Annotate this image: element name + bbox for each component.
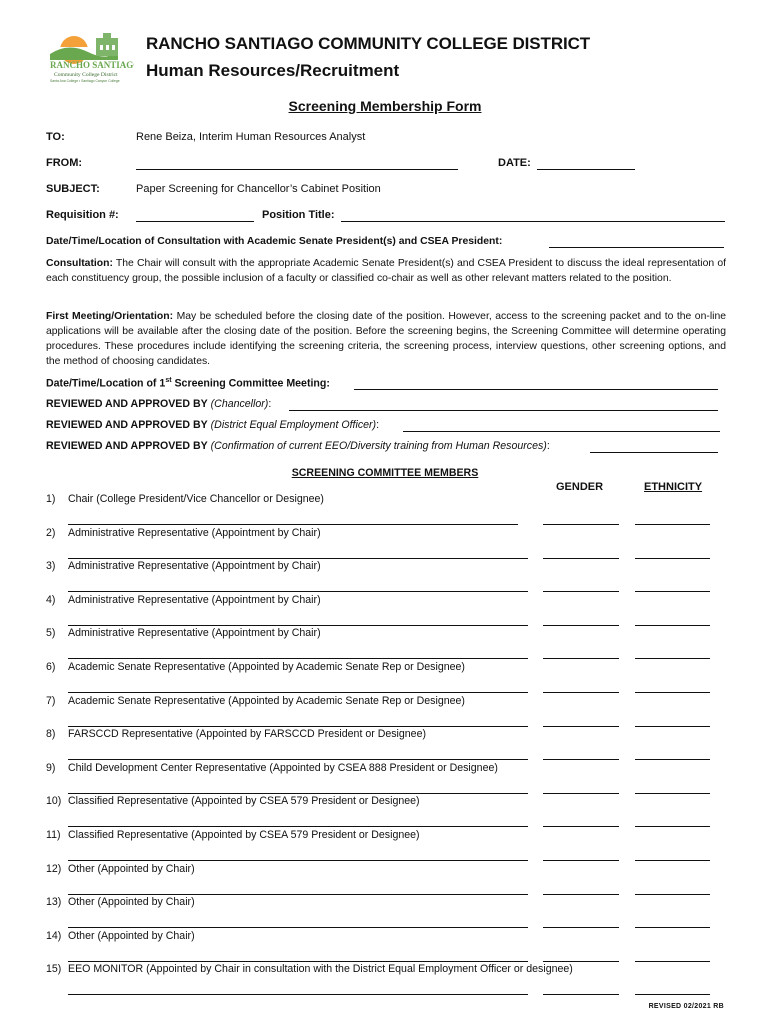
member-gender-field[interactable] bbox=[543, 826, 619, 827]
member-gender-field[interactable] bbox=[543, 793, 619, 794]
member-ethnicity-field[interactable] bbox=[635, 558, 710, 559]
member-number: 13) bbox=[46, 896, 62, 909]
to-value: Rene Beiza, Interim Human Resources Analyst bbox=[136, 131, 366, 143]
member-ethnicity-field[interactable] bbox=[635, 591, 710, 592]
consultation-paragraph bbox=[46, 256, 726, 286]
member-name-field[interactable] bbox=[68, 558, 528, 559]
committee-member-label bbox=[46, 560, 321, 572]
member-gender-field[interactable] bbox=[543, 927, 619, 928]
member-gender-field[interactable] bbox=[543, 625, 619, 626]
position-title-field[interactable] bbox=[341, 221, 725, 222]
member-role: Child Development Center Representative (Appointed by CSEA 888 President or Designee) bbox=[68, 761, 498, 774]
first-meeting-location-field[interactable] bbox=[354, 389, 718, 390]
member-number: 2) bbox=[46, 526, 56, 539]
committee-member-label bbox=[46, 829, 420, 841]
member-gender-field[interactable] bbox=[543, 558, 619, 559]
member-number: 9) bbox=[46, 761, 56, 774]
district-logo bbox=[48, 30, 134, 92]
member-gender-field[interactable] bbox=[543, 726, 619, 727]
member-ethnicity-field[interactable] bbox=[635, 759, 710, 760]
member-number: 7) bbox=[46, 694, 56, 707]
approved-eeo-training-label: REVIEWED AND APPROVED BY (Confirmation of current EEO/Diversity training from Human Resources): bbox=[46, 440, 550, 452]
consultation-location-field[interactable] bbox=[549, 247, 724, 248]
logo-text-mid: Community College District bbox=[54, 72, 118, 78]
member-number: 6) bbox=[46, 661, 56, 673]
member-role: Other (Appointed by Chair) bbox=[68, 862, 195, 875]
to-label: TO: bbox=[46, 131, 65, 143]
ethnicity-header: ETHNICITY bbox=[644, 481, 703, 493]
from-label: FROM: bbox=[46, 157, 83, 169]
approved-eeo-officer-label: REVIEWED AND APPROVED BY (District Equal Employment Officer): bbox=[46, 419, 380, 431]
member-number: 15) bbox=[46, 963, 62, 976]
department-name: Human Resources/Recruitment bbox=[146, 61, 400, 80]
member-gender-field[interactable] bbox=[543, 692, 619, 693]
approved-eeo-officer-field[interactable] bbox=[403, 431, 720, 432]
consultation-label: Consultation: bbox=[46, 258, 113, 269]
member-name-field[interactable] bbox=[68, 726, 528, 727]
gender-header: GENDER bbox=[556, 481, 604, 493]
member-name-field[interactable] bbox=[68, 961, 528, 962]
requisition-label bbox=[46, 209, 119, 221]
member-number: 5) bbox=[46, 627, 56, 640]
member-ethnicity-field[interactable] bbox=[635, 726, 710, 727]
member-role: Classified Representative (Appointed by CSEA 579 President or Designee) bbox=[68, 829, 420, 841]
member-ethnicity-field[interactable] bbox=[635, 860, 710, 861]
member-name-field[interactable] bbox=[68, 927, 528, 928]
committee-member-label bbox=[46, 493, 324, 505]
member-gender-field[interactable] bbox=[543, 894, 619, 895]
date-label: DATE: bbox=[498, 157, 531, 169]
member-role: EEO MONITOR (Appointed by Chair in consultation with the District Equal Employment Officer or designee) bbox=[68, 963, 573, 976]
member-ethnicity-field[interactable] bbox=[635, 961, 710, 962]
approved-chancellor-label: REVIEWED AND APPROVED BY (Chancellor): bbox=[46, 398, 272, 410]
member-gender-field[interactable] bbox=[543, 591, 619, 592]
form-title: Screening Membership Form bbox=[288, 98, 482, 114]
member-gender-field[interactable] bbox=[543, 994, 619, 995]
member-name-field[interactable] bbox=[68, 625, 528, 626]
committee-member-label bbox=[46, 527, 321, 539]
member-ethnicity-field[interactable] bbox=[635, 625, 710, 626]
committee-member-label bbox=[46, 963, 573, 975]
member-role: Academic Senate Representative (Appointed by Academic Senate Rep or Designee) bbox=[68, 694, 465, 707]
revised-note: REVISED 02/2021 RB bbox=[648, 1003, 724, 1010]
member-ethnicity-field[interactable] bbox=[635, 692, 710, 693]
member-role: Academic Senate Representative (Appointed by Academic Senate Rep or Designee) bbox=[68, 661, 465, 673]
member-gender-field[interactable] bbox=[543, 961, 619, 962]
member-role: Administrative Representative (Appointment by Chair) bbox=[68, 627, 321, 640]
member-number: 14) bbox=[46, 929, 62, 942]
member-name-field[interactable] bbox=[68, 658, 528, 659]
member-gender-field[interactable] bbox=[543, 759, 619, 760]
member-ethnicity-field[interactable] bbox=[635, 994, 710, 995]
committee-member-label bbox=[46, 930, 195, 942]
first-meeting-text: May be scheduled before the closing date of the position. However, access to the screening packet and to the on-line applications will be available after the closing date of the position. Before the screening begins, the Screening Committee will determine operating procedures. These procedures include identifying the screening criteria, the screening process, interview questions, other screening options, and the method of choosing candidates. bbox=[46, 311, 727, 367]
requisition-field[interactable] bbox=[136, 221, 254, 222]
committee-member-label bbox=[46, 594, 321, 606]
member-name-field[interactable] bbox=[68, 826, 528, 827]
member-ethnicity-field[interactable] bbox=[635, 658, 710, 659]
member-gender-field[interactable] bbox=[543, 524, 619, 525]
position-title-label: Position Title: bbox=[262, 209, 335, 221]
member-number: 12) bbox=[46, 862, 62, 875]
member-number: 4) bbox=[46, 593, 56, 606]
consultation-location-label: Date/Time/Location of Consultation with Academic Senate President(s) and CSEA President: bbox=[46, 236, 503, 247]
committee-member-label bbox=[46, 728, 426, 740]
member-role: Administrative Representative (Appointment by Chair) bbox=[68, 560, 321, 573]
member-number: 1) bbox=[46, 493, 56, 505]
member-gender-field[interactable] bbox=[543, 658, 619, 659]
member-role: Administrative Representative (Appointment by Chair) bbox=[68, 593, 321, 606]
member-name-field[interactable] bbox=[68, 860, 528, 861]
member-role: Chair (College President/Vice Chancellor or Designee) bbox=[68, 493, 324, 505]
member-role: Other (Appointed by Chair) bbox=[68, 929, 195, 942]
approved-chancellor-field[interactable] bbox=[289, 410, 718, 411]
committee-member-label bbox=[46, 795, 420, 807]
member-ethnicity-field[interactable] bbox=[635, 826, 710, 827]
committee-member-label bbox=[46, 661, 465, 673]
member-role: Classified Representative (Appointed by CSEA 579 President or Designee) bbox=[68, 795, 420, 808]
subject-value: Paper Screening for Chancellor’s Cabinet Position bbox=[136, 183, 381, 195]
date-field[interactable] bbox=[537, 169, 635, 170]
approved-eeo-training-field[interactable] bbox=[590, 452, 718, 453]
committee-member-label bbox=[46, 863, 195, 875]
from-field[interactable] bbox=[136, 169, 458, 170]
logo-text-top: RANCHO SANTIAGO bbox=[50, 60, 134, 70]
member-ethnicity-field[interactable] bbox=[635, 927, 710, 928]
member-role: Administrative Representative (Appointment by Chair) bbox=[68, 526, 321, 539]
member-ethnicity-field[interactable] bbox=[635, 793, 710, 794]
first-meeting-paragraph bbox=[46, 309, 726, 369]
requisition-label-text: Requisition #: bbox=[46, 209, 119, 221]
member-number: 11) bbox=[46, 829, 61, 841]
member-role: Other (Appointed by Chair) bbox=[68, 896, 195, 909]
committee-member-label bbox=[46, 762, 498, 774]
subject-label: SUBJECT: bbox=[46, 183, 100, 195]
consultation-text: The Chair will consult with the appropriate Academic Senate President(s) and CSEA President to discuss the ideal representation of each constituency group, the possible inclusion of a faculty or classified co-chair as well as other relevant matters related to the position. bbox=[46, 258, 726, 284]
member-number: 10) bbox=[46, 795, 62, 808]
district-name: RANCHO SANTIAGO COMMUNITY COLLEGE DISTRICT bbox=[146, 34, 591, 53]
member-name-field[interactable] bbox=[68, 524, 518, 525]
member-name-field[interactable] bbox=[68, 759, 528, 760]
member-gender-field[interactable] bbox=[543, 860, 619, 861]
logo-text-bottom: Santa Ana College • Santiago Canyon College bbox=[50, 79, 120, 83]
member-number: 3) bbox=[46, 560, 56, 573]
member-name-field[interactable] bbox=[68, 994, 528, 995]
committee-member-label bbox=[46, 695, 465, 707]
member-role: FARSCCD Representative (Appointed by FARSCCD President or Designee) bbox=[68, 728, 426, 741]
member-name-field[interactable] bbox=[68, 894, 528, 895]
first-meeting-location-label: Date/Time/Location of 1st Screening Committee Meeting: bbox=[46, 377, 330, 390]
committee-title: SCREENING COMMITTEE MEMBERS bbox=[291, 467, 479, 479]
member-number: 8) bbox=[46, 728, 56, 741]
committee-member-label bbox=[46, 896, 195, 908]
member-name-field[interactable] bbox=[68, 591, 528, 592]
member-ethnicity-field[interactable] bbox=[635, 894, 710, 895]
member-name-field[interactable] bbox=[68, 793, 528, 794]
member-ethnicity-field[interactable] bbox=[635, 524, 710, 525]
first-meeting-label: First Meeting/Orientation: bbox=[46, 311, 174, 322]
member-name-field[interactable] bbox=[68, 692, 528, 693]
committee-member-label bbox=[46, 627, 321, 639]
